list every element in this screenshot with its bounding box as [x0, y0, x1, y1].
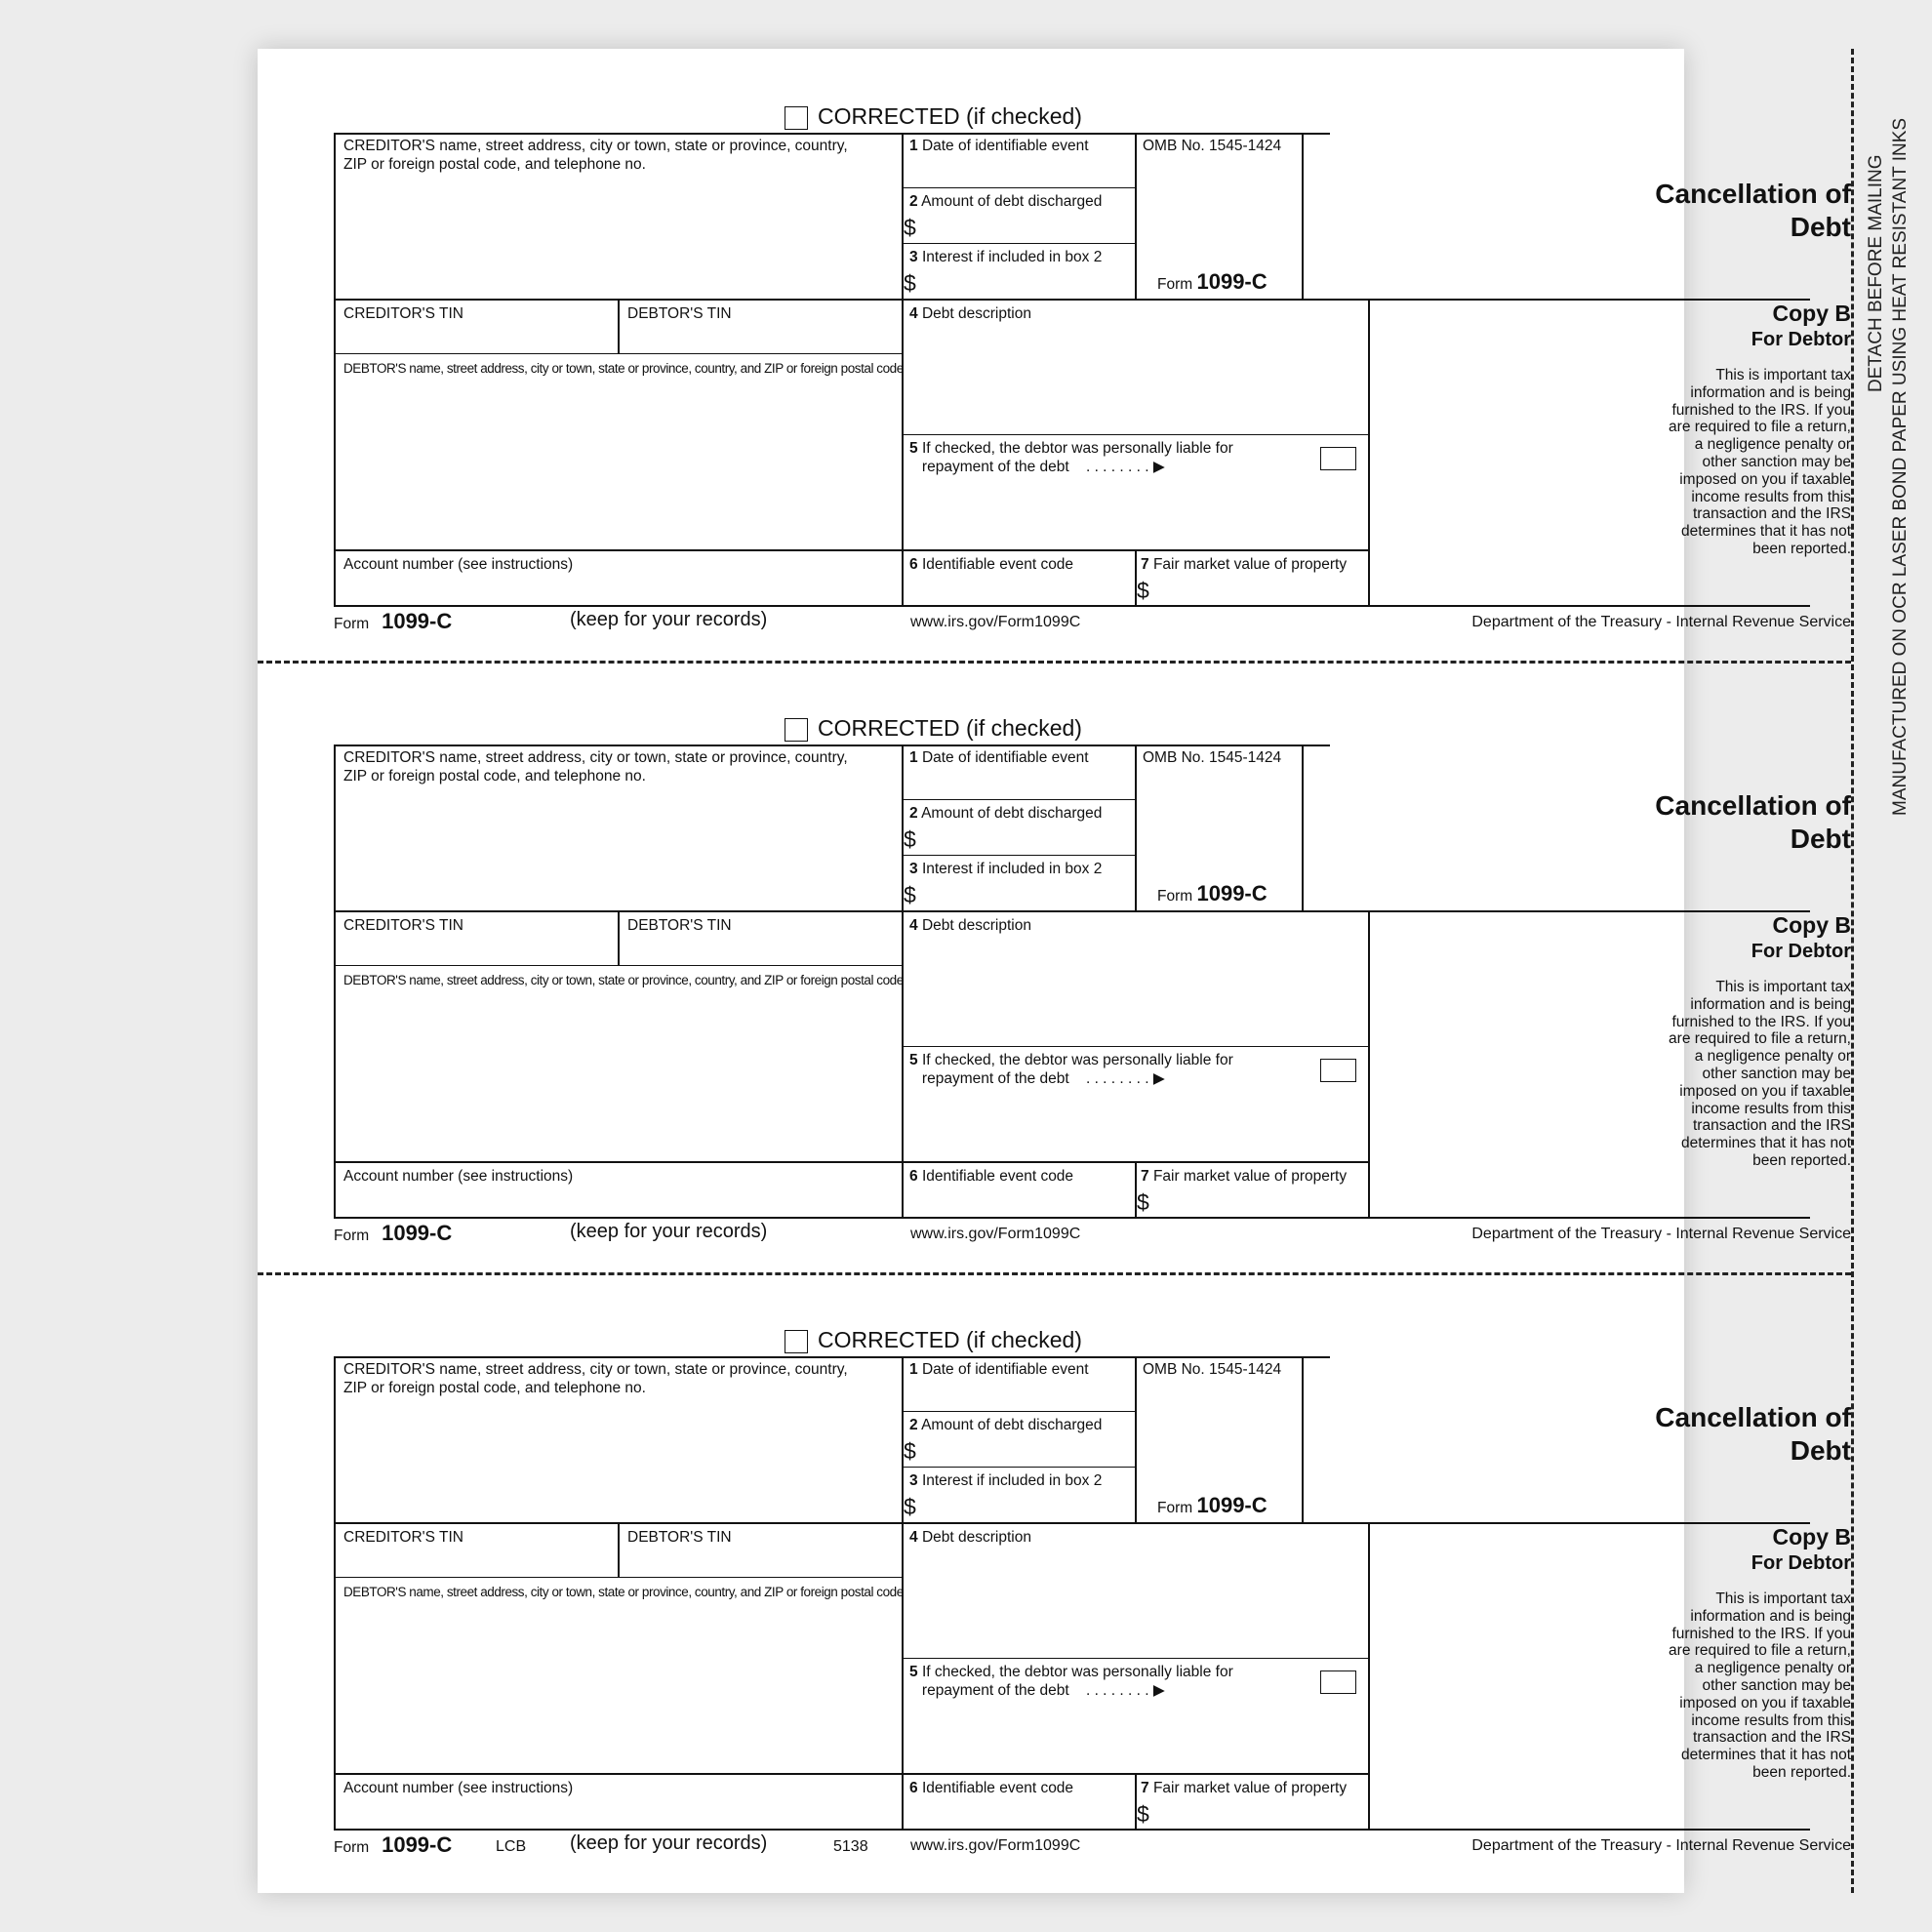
keep-records: (keep for your records)	[570, 609, 768, 630]
box4-input[interactable]	[904, 326, 1366, 431]
debtor-tin-input[interactable]	[622, 936, 899, 963]
creditor-tin-label: CREDITOR'S TIN	[343, 1529, 463, 1546]
omb-number: OMB No. 1545-1424	[1143, 1361, 1282, 1378]
footer-form-id: Form 1099-C	[334, 609, 453, 633]
box6-label: 6 Identifiable event code	[909, 1780, 1074, 1796]
box7-input[interactable]	[1155, 1801, 1366, 1827]
box4-label: 4 Debt description	[909, 305, 1031, 322]
box1-label: 1 Date of identifiable event	[909, 1361, 1089, 1378]
box2-input[interactable]	[921, 1438, 1132, 1466]
corrected-checkbox[interactable]	[785, 718, 808, 742]
box6-label: 6 Identifiable event code	[909, 1168, 1074, 1185]
form-title: Cancellation of Debt	[1655, 179, 1851, 242]
box7-label: 7 Fair market value of property	[1141, 556, 1348, 573]
box1-input[interactable]	[904, 1383, 1134, 1410]
corrected-checkbox[interactable]	[785, 106, 808, 130]
form-copy-3	[258, 1272, 1851, 1887]
box1-input[interactable]	[904, 159, 1134, 186]
box7-dollar: $	[1137, 1189, 1149, 1215]
box5-checkbox[interactable]	[1320, 1059, 1356, 1082]
box5-checkbox[interactable]	[1320, 447, 1356, 470]
corrected-label: CORRECTED (if checked)	[818, 1327, 1082, 1352]
debtor-tin-label: DEBTOR'S TIN	[627, 1529, 732, 1546]
box3-dollar: $	[904, 270, 916, 296]
account-number-label: Account number (see instructions)	[343, 1780, 574, 1796]
box2-label: 2 Amount of debt discharged	[909, 193, 1103, 210]
for-debtor-label: For Debtor	[1751, 1552, 1851, 1574]
copy-label: Copy B	[1772, 301, 1851, 326]
debtor-tin-input[interactable]	[622, 324, 899, 351]
box6-input[interactable]	[904, 1799, 1134, 1827]
department-label: Department of the Treasury - Internal Revenue Service	[1471, 1837, 1851, 1854]
box3-input[interactable]	[921, 270, 1132, 298]
creditor-tin-label: CREDITOR'S TIN	[343, 305, 463, 322]
debtor-tin-input[interactable]	[622, 1548, 899, 1575]
account-number-input[interactable]	[338, 576, 900, 603]
corrected-label: CORRECTED (if checked)	[818, 103, 1082, 129]
form-copy-2	[258, 661, 1851, 1275]
debtor-name-input[interactable]	[338, 381, 900, 546]
tax-notice: This is important tax information and is being furnished to the IRS. If you are required to file a return, a negligence penalty or other sanction may be imposed on you if taxable income results from this transaction and the IRS determines that it has not been reported.	[1669, 979, 1851, 1169]
box4-label: 4 Debt description	[909, 917, 1031, 934]
account-number-input[interactable]	[338, 1799, 900, 1827]
debtor-name-input[interactable]	[338, 1604, 900, 1770]
keep-records: (keep for your records)	[570, 1221, 768, 1242]
irs-website: www.irs.gov/Form1099C	[910, 614, 1081, 630]
box7-input[interactable]	[1155, 578, 1366, 603]
form-title: Cancellation of Debt	[1655, 790, 1851, 854]
lcb-code: LCB	[496, 1838, 527, 1855]
box5-label: 5 If checked, the debtor was personally liable for repayment of the debt . . . . . . . . ▶	[909, 1664, 1233, 1699]
corrected-checkbox[interactable]	[785, 1330, 808, 1353]
form-id: Form 1099-C	[1157, 269, 1268, 294]
box5-label: 5 If checked, the debtor was personally liable for repayment of the debt . . . . . . . . ▶	[909, 1052, 1233, 1087]
box3-input[interactable]	[921, 882, 1132, 909]
creditor-name-label: CREDITOR'S name, street address, city or town, state or province, country, ZIP or foreign postal code, and telephone no.	[343, 1361, 848, 1396]
for-debtor-label: For Debtor	[1751, 941, 1851, 962]
department-label: Department of the Treasury - Internal Revenue Service	[1471, 614, 1851, 630]
box2-label: 2 Amount of debt discharged	[909, 1417, 1103, 1433]
box2-dollar: $	[904, 826, 916, 852]
debtor-tin-label: DEBTOR'S TIN	[627, 917, 732, 934]
creditor-tin-input[interactable]	[338, 324, 615, 351]
debtor-name-input[interactable]	[338, 992, 900, 1158]
box2-input[interactable]	[921, 826, 1132, 854]
debtor-tin-label: DEBTOR'S TIN	[627, 305, 732, 322]
box7-label: 7 Fair market value of property	[1141, 1168, 1348, 1185]
box3-dollar: $	[904, 1494, 916, 1519]
form-sheet	[258, 49, 1911, 1893]
box4-input[interactable]	[904, 1550, 1366, 1655]
debtor-name-label: DEBTOR'S name, street address, city or town, state or province, country, and ZIP or foreign postal code	[343, 361, 904, 376]
box6-input[interactable]	[904, 576, 1134, 603]
omb-number: OMB No. 1545-1424	[1143, 749, 1282, 766]
box2-input[interactable]	[921, 215, 1132, 242]
box3-label: 3 Interest if included in box 2	[909, 861, 1103, 877]
form-id: Form 1099-C	[1157, 881, 1268, 906]
box2-dollar: $	[904, 1438, 916, 1464]
box2-label: 2 Amount of debt discharged	[909, 805, 1103, 822]
creditor-name-label: CREDITOR'S name, street address, city or town, state or province, country, ZIP or foreign postal code, and telephone no.	[343, 138, 848, 173]
box2-dollar: $	[904, 215, 916, 240]
creditor-name-label: CREDITOR'S name, street address, city or town, state or province, country, ZIP or foreign postal code, and telephone no.	[343, 749, 848, 785]
manufactured-notice: MANUFACTURED ON OCR LASER BOND PAPER USING HEAT RESISTANT INKS	[1890, 117, 1911, 816]
box1-input[interactable]	[904, 771, 1134, 798]
box5-label: 5 If checked, the debtor was personally liable for repayment of the debt . . . . . . . . ▶	[909, 440, 1233, 475]
creditor-tin-input[interactable]	[338, 936, 615, 963]
box7-dollar: $	[1137, 1801, 1149, 1827]
box1-label: 1 Date of identifiable event	[909, 138, 1089, 154]
for-debtor-label: For Debtor	[1751, 329, 1851, 350]
box5-checkbox[interactable]	[1320, 1670, 1356, 1694]
irs-website: www.irs.gov/Form1099C	[910, 1226, 1081, 1242]
tax-notice: This is important tax information and is being furnished to the IRS. If you are required to file a return, a negligence penalty or other sanction may be imposed on you if taxable income results from this transaction and the IRS determines that it has not been reported.	[1669, 1590, 1851, 1781]
form-copy-1	[258, 49, 1851, 664]
footer-form-id: Form 1099-C	[334, 1832, 453, 1857]
box3-dollar: $	[904, 882, 916, 907]
box6-label: 6 Identifiable event code	[909, 556, 1074, 573]
box4-label: 4 Debt description	[909, 1529, 1031, 1546]
footer-form-id: Form 1099-C	[334, 1221, 453, 1245]
tax-notice: This is important tax information and is being furnished to the IRS. If you are required to file a return, a negligence penalty or other sanction may be imposed on you if taxable income results from this transaction and the IRS determines that it has not been reported.	[1669, 367, 1851, 557]
box6-input[interactable]	[904, 1187, 1134, 1215]
box3-label: 3 Interest if included in box 2	[909, 1472, 1103, 1489]
box4-input[interactable]	[904, 938, 1366, 1043]
box7-input[interactable]	[1155, 1189, 1366, 1215]
copy-label: Copy B	[1772, 912, 1851, 938]
account-number-label: Account number (see instructions)	[343, 1168, 574, 1185]
box1-label: 1 Date of identifiable event	[909, 749, 1089, 766]
debtor-name-label: DEBTOR'S name, street address, city or town, state or province, country, and ZIP or foreign postal code	[343, 973, 904, 987]
department-label: Department of the Treasury - Internal Revenue Service	[1471, 1226, 1851, 1242]
account-number-label: Account number (see instructions)	[343, 556, 574, 573]
detach-notice: DETACH BEFORE MAILING	[1866, 154, 1886, 392]
form-id: Form 1099-C	[1157, 1493, 1268, 1517]
box3-input[interactable]	[921, 1494, 1132, 1521]
corrected-label: CORRECTED (if checked)	[818, 715, 1082, 741]
keep-records: (keep for your records)	[570, 1832, 768, 1854]
copy-label: Copy B	[1772, 1524, 1851, 1550]
creditor-tin-input[interactable]	[338, 1548, 615, 1575]
creditor-tin-label: CREDITOR'S TIN	[343, 917, 463, 934]
omb-number: OMB No. 1545-1424	[1143, 138, 1282, 154]
catalog-number: 5138	[833, 1838, 868, 1855]
form-title: Cancellation of Debt	[1655, 1402, 1851, 1466]
irs-website: www.irs.gov/Form1099C	[910, 1837, 1081, 1854]
vertical-perforation	[1851, 49, 1854, 1893]
box7-dollar: $	[1137, 578, 1149, 603]
box3-label: 3 Interest if included in box 2	[909, 249, 1103, 265]
debtor-name-label: DEBTOR'S name, street address, city or town, state or province, country, and ZIP or foreign postal code	[343, 1585, 904, 1599]
box7-label: 7 Fair market value of property	[1141, 1780, 1348, 1796]
account-number-input[interactable]	[338, 1187, 900, 1215]
